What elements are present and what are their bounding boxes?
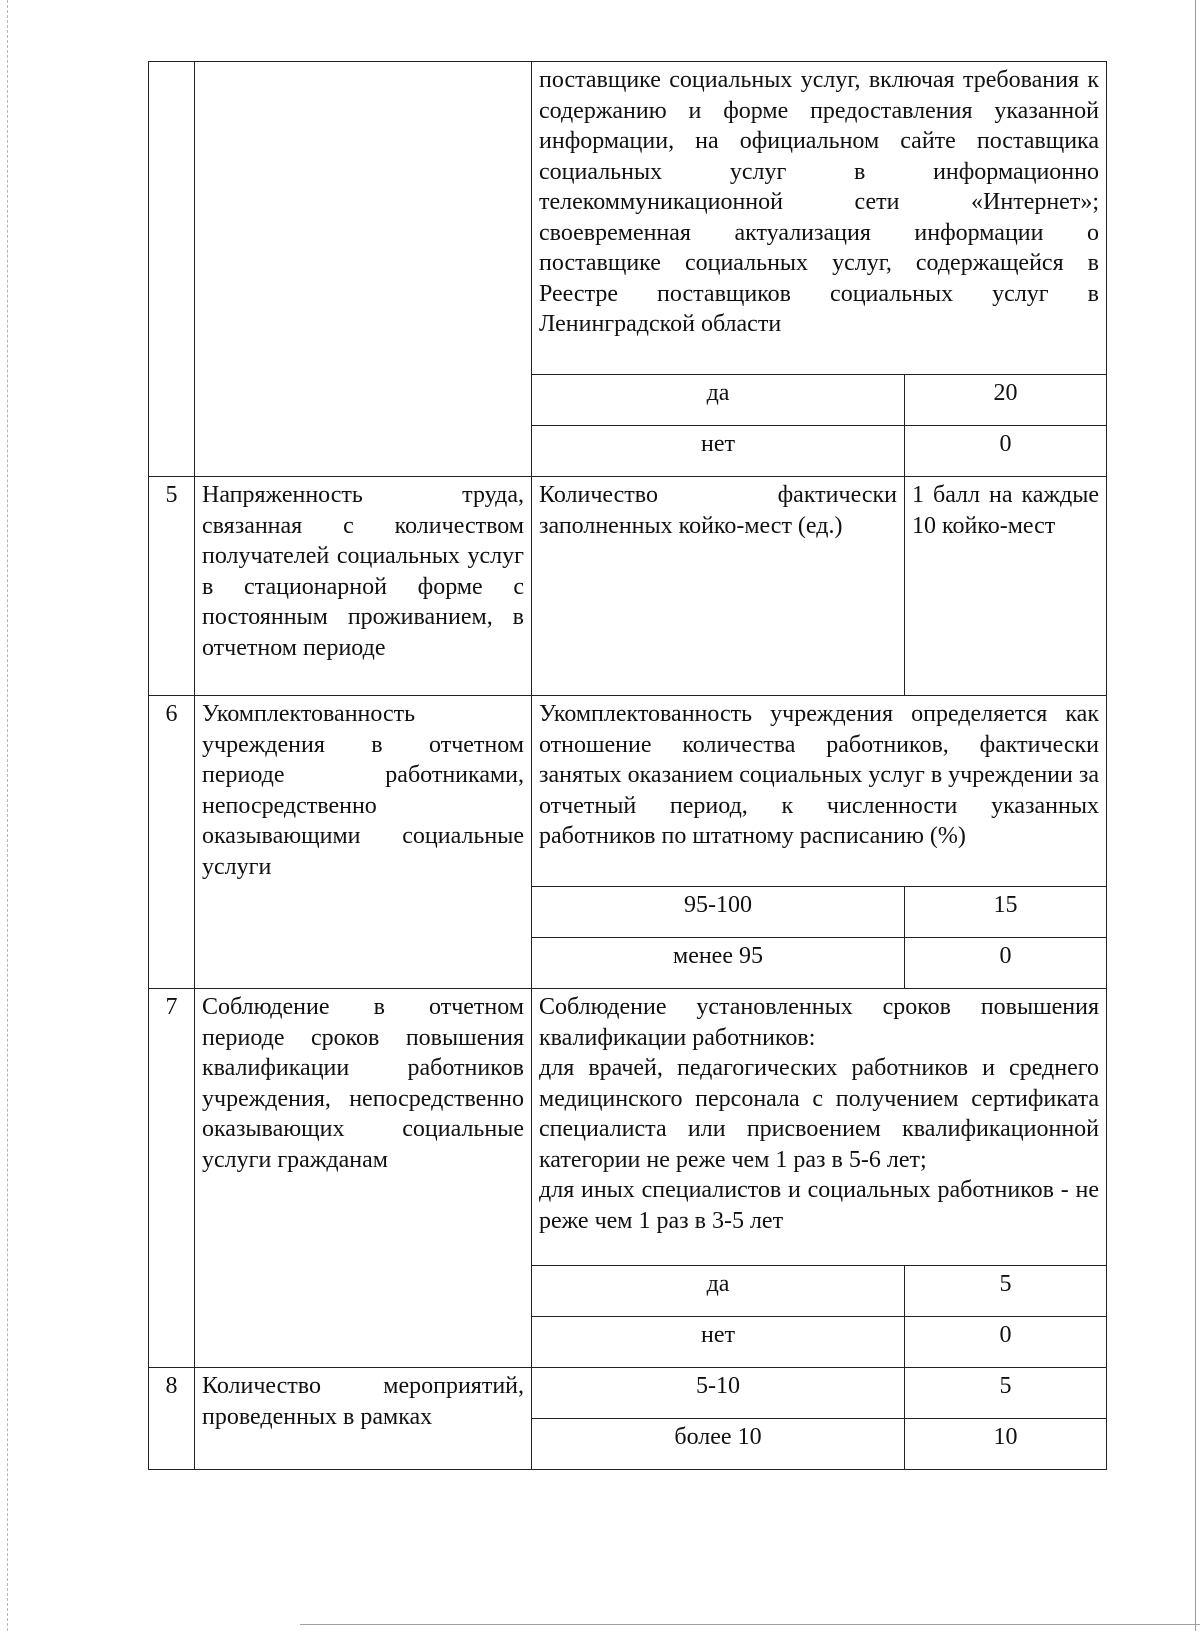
criterion-cell: Напряженность труда, связанная с количеством получателей социальных услуг в стационарной форме с постоянным проживанием, в отчетном периоде [195, 477, 532, 696]
row-number: 5 [149, 477, 195, 696]
option-value: 95-100 [532, 887, 905, 938]
option-value: да [532, 375, 905, 426]
option-score: 0 [905, 1317, 1107, 1368]
criterion-cell: Соблюдение в отчетном периоде сроков повышения квалификации работников учреждения, непосредственно оказывающих социальные услуги гражданам [195, 989, 532, 1368]
option-score: 15 [905, 887, 1107, 938]
row-number: 8 [149, 1368, 195, 1470]
description-line: для врачей, педагогических работников и среднего медицинского персонала с получением сертификата специалиста или присвоением квалификационной категории не реже чем 1 раз в 5-6 лет; [539, 1055, 1099, 1173]
scan-fold-line [7, 0, 8, 1631]
scan-bottom-edge [300, 1624, 1200, 1625]
option-value: менее 95 [532, 938, 905, 989]
criterion-cell [195, 62, 532, 477]
option-score: 5 [905, 1368, 1107, 1419]
description-cell: Количество фактически заполненных койко-мест (ед.) [532, 477, 905, 696]
description-cell: поставщике социальных услуг, включая требования к содержанию и форме предоставления указанной информации, на официальном сайте поставщика социальных услуг в информационно телекоммуникационной сети «Интернет»; своевременная актуализация информации о поставщике социальных услуг, содержащейся в Реестре поставщиков социальных услуг в Ленинградской области [532, 62, 1107, 375]
option-score: 0 [905, 938, 1107, 989]
option-value: да [532, 1266, 905, 1317]
option-value: 5-10 [532, 1368, 905, 1419]
table-row [149, 1368, 1107, 1419]
criteria-table [148, 61, 1107, 1470]
description-cell: Укомплектованность учреждения определяется как отношение количества работников, фактически занятых оказанием социальных услуг в учреждении за отчетный период, к численности указанных работников по штатному расписанию (%) [532, 696, 1107, 887]
option-value: нет [532, 1317, 905, 1368]
description-line: Соблюдение установленных сроков повышения квалификации работников: [539, 994, 1099, 1051]
option-score: 5 [905, 1266, 1107, 1317]
row-number: 6 [149, 696, 195, 989]
description-cell [532, 989, 1107, 1266]
score-rule-cell: 1 балл на каждые 10 койко-мест [905, 477, 1107, 696]
option-value: нет [532, 426, 905, 477]
table-row [149, 62, 1107, 375]
scan-page-edge [1195, 0, 1196, 1631]
row-number: 7 [149, 989, 195, 1368]
row-number [149, 62, 195, 477]
table-row [149, 696, 1107, 887]
description-line: для иных специалистов и социальных работников - не реже чем 1 раз в 3-5 лет [539, 1177, 1099, 1234]
criterion-cell: Количество мероприятий, проведенных в рамках [195, 1368, 532, 1470]
option-score: 10 [905, 1419, 1107, 1470]
table-row [149, 989, 1107, 1266]
option-score: 0 [905, 426, 1107, 477]
option-score: 20 [905, 375, 1107, 426]
option-value: более 10 [532, 1419, 905, 1470]
criterion-cell: Укомплектованность учреждения в отчетном периоде работниками, непосредственно оказывающими социальные услуги [195, 696, 532, 989]
table-row [149, 477, 1107, 696]
